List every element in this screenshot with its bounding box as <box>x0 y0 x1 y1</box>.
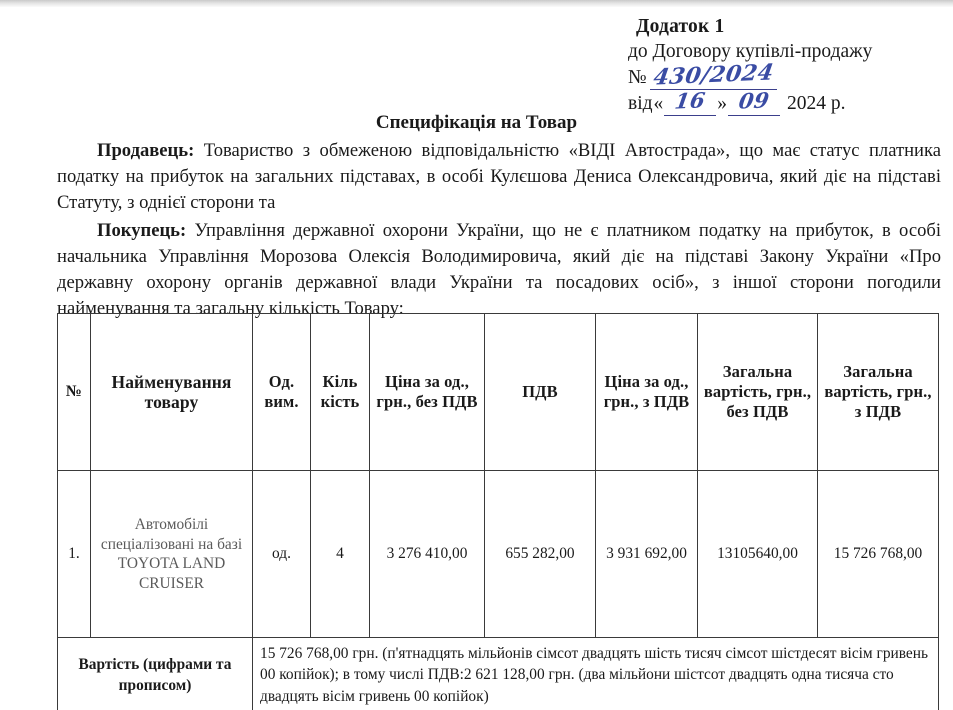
cell-vat: 655 282,00 <box>485 471 596 638</box>
contract-reference-line: до Договору купівлі-продажу <box>628 41 873 62</box>
seller-paragraph <box>57 138 941 217</box>
cell-total-excl-vat: 13105640,00 <box>698 471 818 638</box>
number-label: № <box>628 67 647 88</box>
seller-text: Товариство з обмеженою відповідальністю «ВІДІ Автострада», що має статус платника податку на прибуток на загальних підставах, в особі Кулєшова Дениса Олександровича, який діє на підставі Статуту, з однієї сторони та <box>57 140 941 214</box>
summary-label: Вартість (цифрами та прописом) <box>58 638 253 710</box>
column-header-unit: Од. вим. <box>253 314 311 471</box>
page-title: Специфікація на Товар <box>375 112 578 133</box>
cell-unit: од. <box>253 471 311 638</box>
summary-amount-text: 15 726 768,00 грн. (п'ятнадцять мільйонів сімсот двадцять шість тисяч сімсот шістдесят вісім гривень 00 копійок); в тому числі ПДВ:2 621 128,00 грн. (два мільйони шістсот двадцять одна тисяча сто двадцять вісім гривень 00 копійок) <box>253 638 939 710</box>
cell-item-name: Автомобілі спеціалізовані на базі TOYOTA LAND CRUISER <box>91 471 253 638</box>
table-header-row <box>58 314 939 471</box>
seller-label: Продавець: <box>97 140 195 161</box>
buyer-label: Покупець: <box>97 219 187 241</box>
specification-table <box>57 313 939 710</box>
quote-close: » <box>717 93 728 114</box>
cell-row-number: 1. <box>58 471 91 638</box>
table-row <box>58 471 939 638</box>
column-header-price-incl-vat: Ціна за од., грн., з ПДВ <box>596 314 698 471</box>
quote-open: « <box>653 93 664 114</box>
column-header-number: № <box>58 314 91 471</box>
parties-section <box>57 138 941 322</box>
day-handwriting: 16 <box>673 87 708 114</box>
column-header-vat: ПДВ <box>485 314 596 471</box>
column-header-item-name: Найменування товару <box>91 314 253 471</box>
column-header-total-incl-vat: Загальна вартість, грн., з ПДВ <box>818 314 939 471</box>
buyer-text: Управління державної охорони України, що не є платником податку на прибуток, в особі начальника Управління Морозова Олексія Володимировича, який діє на підставі Закону України «Про державну охорону органів державної влади України та посадових осіб», з іншої сторони погодили найменування та загальну кількість Товару: <box>57 219 941 320</box>
column-header-price-excl-vat: Ціна за од., грн., без ПДВ <box>370 314 485 471</box>
month-handwriting: 09 <box>737 87 772 114</box>
buyer-paragraph <box>57 218 941 323</box>
column-header-quantity: Кіль кість <box>311 314 370 471</box>
appendix-title: Додаток 1 <box>636 16 725 37</box>
scan-edge-band <box>0 0 953 7</box>
contract-number-row <box>628 59 938 91</box>
table-summary-row <box>58 638 939 710</box>
cell-quantity: 4 <box>311 471 370 638</box>
table-body <box>58 471 939 710</box>
date-prefix: від <box>628 93 653 114</box>
cell-price-excl-vat: 3 276 410,00 <box>370 471 485 638</box>
contract-number-handwriting: 430/2024 <box>651 59 776 91</box>
cell-price-incl-vat: 3 931 692,00 <box>596 471 698 638</box>
cell-total-incl-vat: 15 726 768,00 <box>818 471 939 638</box>
contract-number-field <box>650 59 777 91</box>
year-text: 2024 р. <box>787 93 846 114</box>
column-header-total-excl-vat: Загальна вартість, грн., без ПДВ <box>698 314 818 471</box>
document-header <box>628 14 938 116</box>
table-header <box>58 314 939 471</box>
